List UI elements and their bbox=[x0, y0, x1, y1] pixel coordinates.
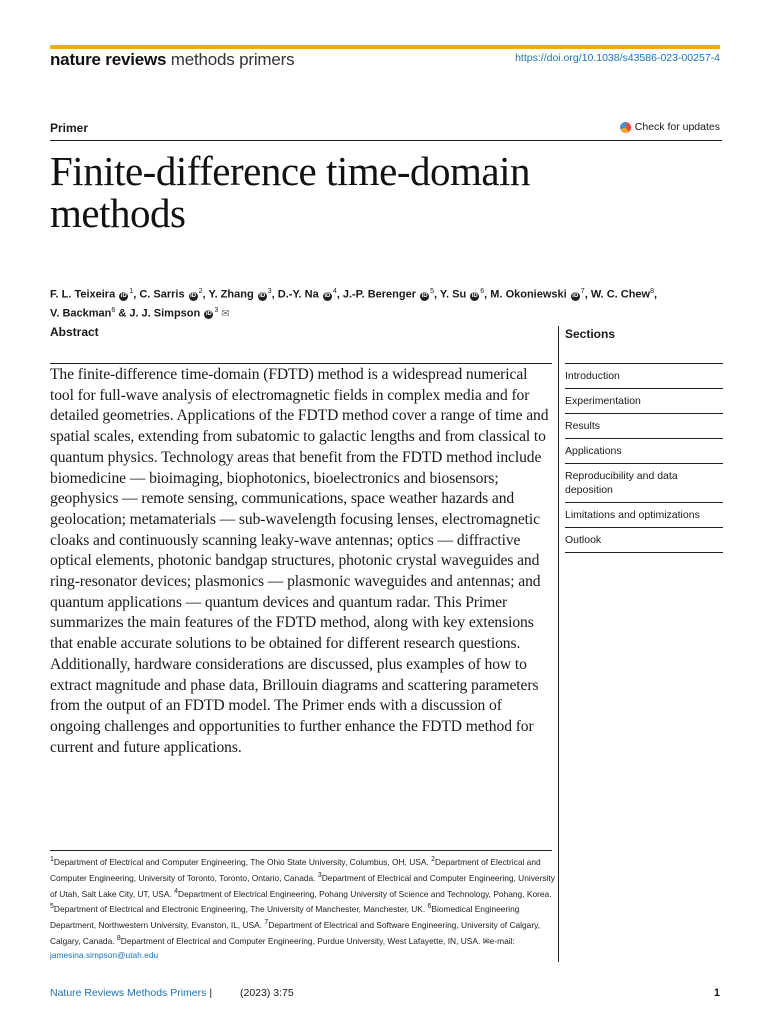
orcid-icon[interactable]: iD bbox=[190, 292, 197, 299]
article-title: Finite-difference time-domain methods bbox=[50, 148, 530, 236]
page-number: 1 bbox=[713, 987, 720, 999]
section-link-outlook[interactable]: Outlook bbox=[565, 528, 723, 553]
column-divider bbox=[558, 326, 559, 962]
section-link-reproducibility[interactable]: Reproducibility and data deposition bbox=[565, 464, 723, 503]
author-name: D.-Y. Na bbox=[277, 288, 319, 301]
affiliation: Department of Electrical and Software Engineering, University of Calgary, Calgary, Canada. bbox=[50, 919, 541, 946]
envelope-icon[interactable]: ✉ bbox=[221, 308, 230, 320]
footer-separator: | bbox=[209, 987, 213, 999]
sections-heading: Sections bbox=[565, 327, 616, 341]
author-name: V. Backman bbox=[50, 307, 112, 320]
orcid-icon[interactable]: iD bbox=[572, 292, 579, 299]
affiliation: Biomedical Engineering Department, Northwestern University, Evanston, IL, USA. bbox=[50, 904, 520, 930]
envelope-icon: ✉ bbox=[482, 935, 490, 946]
check-updates-button[interactable] bbox=[620, 121, 720, 133]
article-type: Primer bbox=[50, 121, 89, 135]
affiliation: Department of Electrical and Computer Engineering, Purdue University, West Lafayette, IN, USA. bbox=[120, 935, 481, 946]
author-list: F. L. Teixeira $iD^1$, C. Sarris $iD^2$, Y. Zhang $iD^3$, D.-Y. Na $iD^4$, J.-P. Berenger $iD^5$, Y. Su $iD^6$, M. Okoniewski $iD^7$, W. C. Chew$^8$, V. Backman$^6$ & J. J. Simpson $iD^3$ ✉ bbox=[50, 288, 658, 320]
author-name: J.-P. Berenger bbox=[342, 288, 417, 301]
journal-name bbox=[50, 50, 294, 70]
footer-journal[interactable] bbox=[50, 987, 212, 999]
section-link-results[interactable]: Results bbox=[565, 414, 723, 439]
footer-citation: (2023) 3:75 bbox=[240, 987, 294, 999]
section-link-limitations[interactable]: Limitations and optimizations bbox=[565, 503, 723, 528]
section-link-introduction[interactable]: Introduction bbox=[565, 364, 723, 389]
author-affiliation-ref: 6 bbox=[111, 306, 116, 314]
check-updates-label: Check for updates bbox=[634, 121, 720, 133]
affiliation: Department of Electrical and Computer Engineering, The Ohio State University, Columbus, OH, USA. bbox=[53, 856, 429, 867]
section-link-applications[interactable]: Applications bbox=[565, 439, 723, 464]
author-affiliation-ref: 5 bbox=[430, 288, 434, 295]
abstract-text: The finite-difference time-domain (FDTD) method is a widespread numerical tool for full-wave analysis of electromagnetic fields in complex media and for detailed geometries. Applications of the FDTD method cover a range of time and spatial scales, extending from subatomic to galactic lengths and from classical to quantum physics. Technology areas that benefit from the FDTD method include biomedicine — bioimaging, biophotonics, bioelectronics and biosensors; geophysics — remote sensing, communications, space weather hazards and geolocation; metamaterials — sub-wavelength focusing lenses, electromagnetic cloaks and continuously scanning leaky-wave antennas; optics — diffractive optical elements, photonic bandgap structures, photonic crystal waveguides and ring-resonator devices; plasmonics — plasmonic waveguides and antennas; and quantum applications — quantum devices and quantum radar. This Primer summarizes the main features of the FDTD method, along with key extensions that enable accurate solutions to be obtained for different research questions. Additionally, hardware considerations are discussed, plus examples of how to extract magnitude and phase data, Brillouin diagrams and scattering parameters from the output of an FDTD model. The Primer ends with a discussion of ongoing challenges and opportunities to further enhance the FDTD method for current and future applications. bbox=[50, 366, 549, 756]
affiliation: Department of Electrical and Electronic Engineering, The University of Manchester, Manchester, UK. bbox=[53, 904, 426, 915]
author-affiliation-ref: 3 bbox=[267, 288, 272, 295]
affiliation: Department of Electrical and Computer Engineering, University of Toronto, Toronto, Ontario, Canada. bbox=[50, 856, 541, 883]
author-affiliation-ref: 4 bbox=[332, 288, 337, 295]
author-name: F. L. Teixeira bbox=[50, 288, 116, 301]
abstract-divider bbox=[50, 363, 552, 364]
journal-accent-bar bbox=[50, 45, 720, 49]
doi-link[interactable]: https://doi.org/10.1038/s43586-023-00257-4 bbox=[515, 52, 720, 64]
orcid-icon[interactable]: iD bbox=[120, 292, 127, 299]
author-affiliation-ref: 1 bbox=[129, 288, 134, 295]
affiliation: Department of Electrical and Computer Engineering, University of Utah, Salt Lake City, UT, USA. bbox=[50, 872, 555, 899]
crossmark-icon bbox=[620, 122, 631, 133]
author-name: W. C. Chew bbox=[590, 288, 651, 301]
orcid-icon[interactable]: iD bbox=[205, 311, 212, 318]
author-name: J. J. Simpson bbox=[129, 307, 201, 320]
sections-nav bbox=[565, 363, 723, 553]
affiliations: $^1$Department of Electrical and Computer Engineering, The Ohio State University, Columbus, OH, USA. $^2$Department of Electrical and Computer Engineering, University of Toronto, Toronto, Ontario, Canada. $^3$Department of Electrical and Computer Engineering, University of Utah, Salt Lake City, UT, USA. $^4$Department of Electrical Engineering, Pohang University of Science and Technology, Pohang, Korea. $^5$Department of Electrical and Electronic Engineering, The University of Manchester, Manchester, UK. $^6$Biomedical Engineering Department, Northwestern University, Evanston, IL, USA. $^7$Department of Electrical and Software Engineering, University of Calgary, Calgary, Canada. $^8$Department of Electrical and Computer Engineering, Purdue University, West Lafayette, IN, USA. ✉e-mail: jamesina.simpson@utah.edu bbox=[50, 856, 555, 960]
author-affiliation-ref: 2 bbox=[198, 288, 203, 295]
orcid-icon[interactable]: iD bbox=[324, 292, 331, 299]
orcid-icon[interactable]: iD bbox=[259, 292, 266, 299]
email-label: e-mail: bbox=[489, 935, 515, 946]
orcid-icon[interactable]: iD bbox=[421, 292, 428, 299]
author-affiliation-ref: 6 bbox=[480, 288, 485, 295]
email-link[interactable]: jamesina.simpson@utah.edu bbox=[50, 949, 159, 960]
affiliations-divider bbox=[50, 850, 552, 851]
author-affiliation-ref: 7 bbox=[580, 288, 585, 295]
journal-name-light: methods primers bbox=[170, 50, 295, 69]
section-link-experimentation[interactable]: Experimentation bbox=[565, 389, 723, 414]
author-name: C. Sarris bbox=[139, 288, 185, 301]
author-name: Y. Su bbox=[439, 288, 467, 301]
abstract-heading: Abstract bbox=[50, 325, 99, 339]
author-affiliation-ref: 3 bbox=[214, 306, 219, 314]
affiliation: Department of Electrical Engineering, Pohang University of Science and Technology, Pohang, Korea. bbox=[178, 888, 552, 899]
footer-journal-name: Nature Reviews Methods Primers bbox=[50, 987, 207, 999]
journal-name-bold: nature reviews bbox=[50, 50, 167, 69]
author-affiliation-ref: 8 bbox=[650, 288, 654, 295]
orcid-icon[interactable]: iD bbox=[471, 292, 478, 299]
author-name: M. Okoniewski bbox=[490, 288, 567, 301]
header-divider bbox=[50, 140, 722, 141]
author-name: Y. Zhang bbox=[208, 288, 254, 301]
